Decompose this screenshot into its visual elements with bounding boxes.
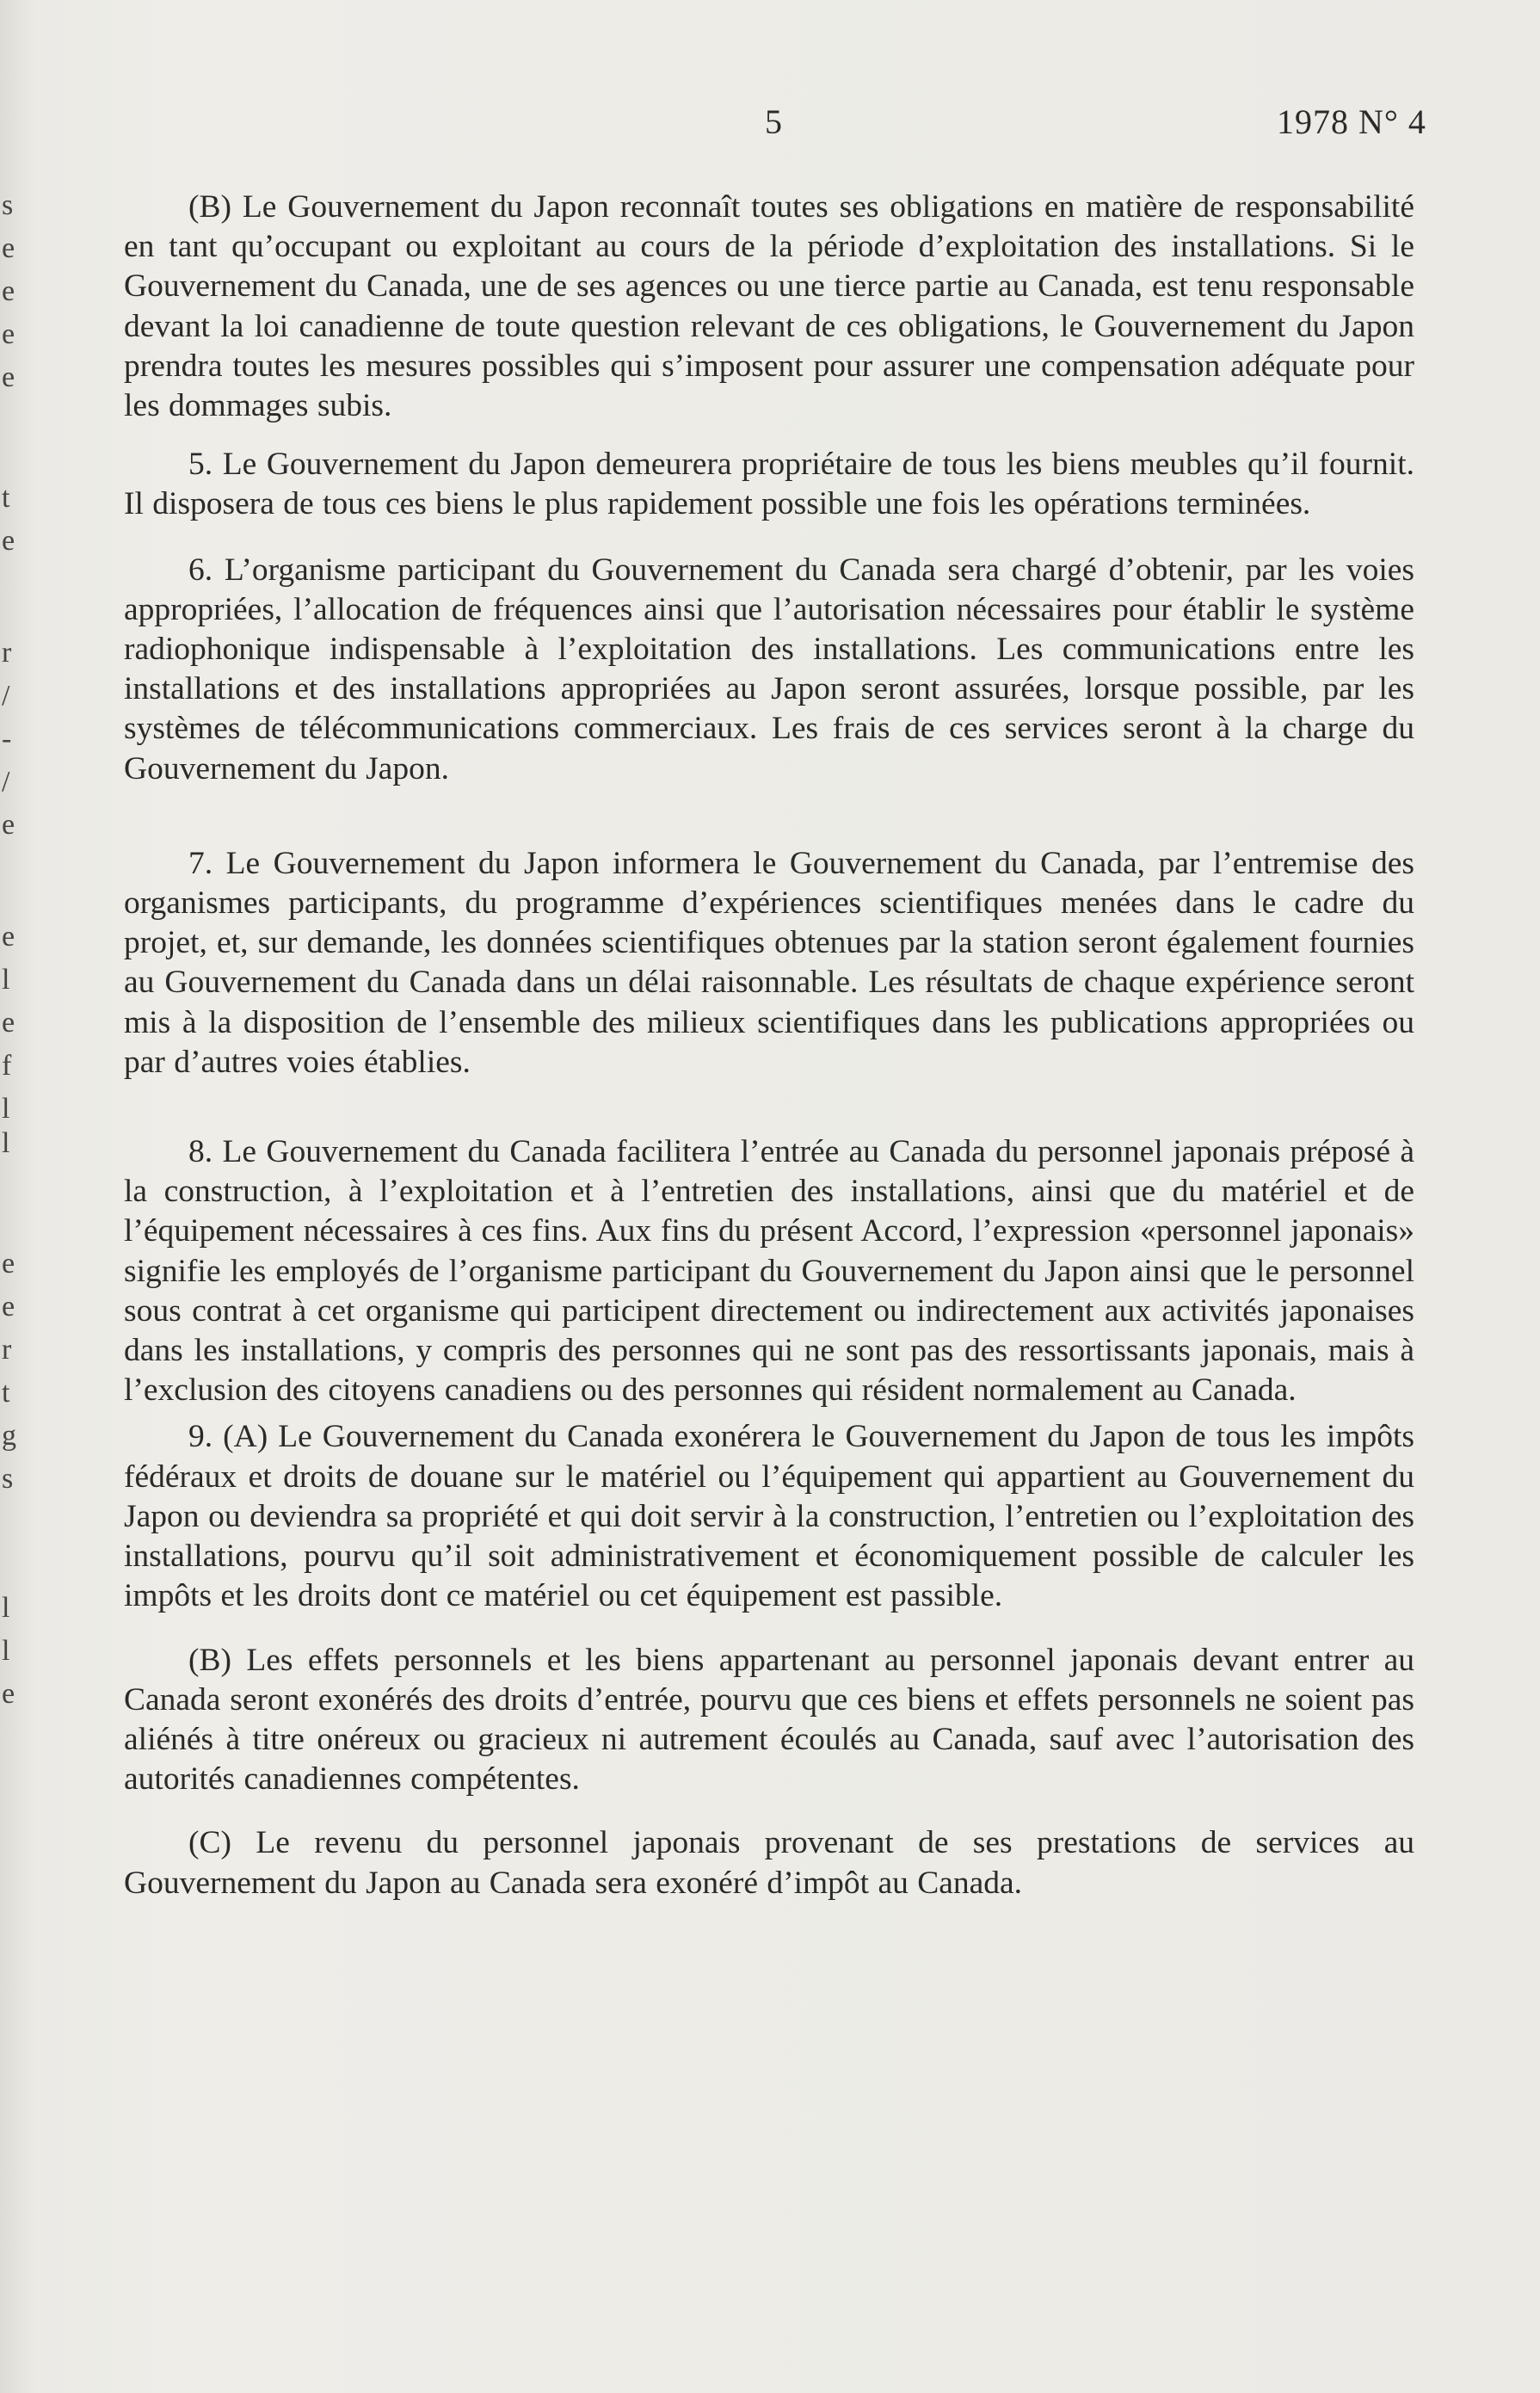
margin-mark: e	[2, 1248, 15, 1280]
paragraph-9a: 9. (A) Le Gouvernement du Canada exonérera le Gouvernement du Japon de tous les impôts fédéraux et droits de douane sur le matériel ou l’équipement qui appartient au Gouvernement du Japon ou deviendra sa propriété et qui doit servir à la construction, l’entretien ou l’exploitation des installations, pourvu qu’il soit administrativement et économiquement possible de calculer les impôts et les droits dont ce matériel ou cet équipement est passible.	[124, 1419, 1414, 1614]
margin-mark: l	[2, 964, 10, 996]
paragraph-4b: (B) Le Gouvernement du Japon reconnaît toutes ses obligations en matière de responsabilité en tant qu’occupant ou exploitant au cours de la période d’exploitation des installations. Si le Gouvernement du Canada, une de ses agences ou une tierce partie au Canada, est tenu responsable devant la loi canadienne de toute question relevant de ces obligations, le Gouvernement du Japon prendra toutes les mesures possibles qui s’imposent pour assurer une compensation adéquate pour les dommages subis.	[124, 189, 1414, 424]
margin-mark: /	[2, 680, 10, 712]
margin-mark: l	[2, 1093, 10, 1125]
paragraph-9c: (C) Le revenu du personnel japonais provenant de ses prestations de services au Gouvernement du Japon au Canada sera exonéré d’impôt au Canada.	[124, 1825, 1414, 1901]
margin-mark: e	[2, 525, 15, 557]
year-number: 1978 N° 4	[1277, 102, 1426, 141]
margin-mark: s	[2, 189, 14, 221]
margin-mark: e	[2, 1291, 15, 1323]
margin-mark: e	[2, 275, 15, 307]
page-header	[0, 102, 1540, 153]
margin-mark: g	[2, 1420, 16, 1452]
margin-mark: /	[2, 766, 10, 798]
margin-mark: s	[2, 1463, 14, 1495]
paragraph-7: 7. Le Gouvernement du Japon informera le Gouvernement du Canada, par l’entremise des organismes participants, du programme d’expériences scientifiques menées dans le cadre du projet, et, sur demande, les données scientifiques obtenues par la station seront également fournies au Gouvernement du Canada dans un délai raisonnable. Les résultats de chaque expérience seront mis à la disposition de l’ensemble des milieux scientifiques dans les publications appropriées ou par d’autres voies établies.	[124, 845, 1414, 1080]
paragraph-6: 6. L’organisme participant du Gouvernement du Canada sera chargé d’obtenir, par les voies appropriées, l’allocation de fréquences ainsi que l’autorisation nécessaires pour établir le système radiophonique indispensable à l’exploitation des installations. Les communications entre les installations et des installations appropriées au Japon seront assurées, lorsque possible, par les systèmes de télécommunications commerciaux. Les frais de ces services seront à la charge du Gouvernement du Japon.	[124, 552, 1414, 786]
left-margin-bleed	[0, 172, 17, 1710]
margin-mark: e	[2, 1678, 15, 1710]
margin-mark: e	[2, 361, 15, 393]
paragraph-5: 5. Le Gouvernement du Japon demeurera propriétaire de tous les biens meubles qu’il fournit. Il disposera de tous ces biens le plus rapidement possible une fois les opérations terminées.	[124, 447, 1414, 522]
paragraph-8: 8. Le Gouvernement du Canada facilitera l’entrée au Canada du personnel japonais préposé à la construction, à l’exploitation et à l’entretien des installations, ainsi que du matériel et de l’équipement nécessaires à ces fins. Aux fins du présent Accord, l’expression «personnel japonais» signifie les employés de l’organisme participant du Gouvernement du Japon ainsi que le personnel sous contrat à cet organisme qui participent directement ou indirectement aux activités japonaises dans les installations, y compris des personnes qui ne sont pas des ressortissants japonais, mais à l’exclusion des citoyens canadiens ou des personnes qui résident normalement au Canada.	[124, 1134, 1414, 1409]
margin-mark: -	[2, 723, 12, 755]
margin-mark: r	[2, 637, 12, 669]
margin-mark: e	[2, 232, 15, 264]
margin-mark: l	[2, 1127, 10, 1159]
page-number: 5	[765, 102, 782, 141]
paragraph-9b: (B) Les effets personnels et les biens appartenant au personnel japonais devant entrer au Canada seront exonérés des droits d’entrée, pourvu que ces biens et effets personnels ne soient pas aliénés à titre onéreux ou gracieux ni autrement écoulés au Canada, sauf avec l’autorisation des autorités canadiennes compétentes.	[124, 1642, 1414, 1798]
margin-mark: e	[2, 1007, 15, 1039]
margin-mark: f	[2, 1050, 12, 1082]
margin-mark: e	[2, 921, 15, 953]
margin-mark: t	[2, 1377, 10, 1409]
document-body	[124, 188, 1414, 1903]
margin-mark: r	[2, 1334, 12, 1366]
margin-mark: l	[2, 1592, 10, 1624]
margin-mark: e	[2, 318, 15, 350]
margin-mark: l	[2, 1635, 10, 1667]
margin-mark: e	[2, 809, 15, 841]
margin-mark: t	[2, 482, 10, 514]
